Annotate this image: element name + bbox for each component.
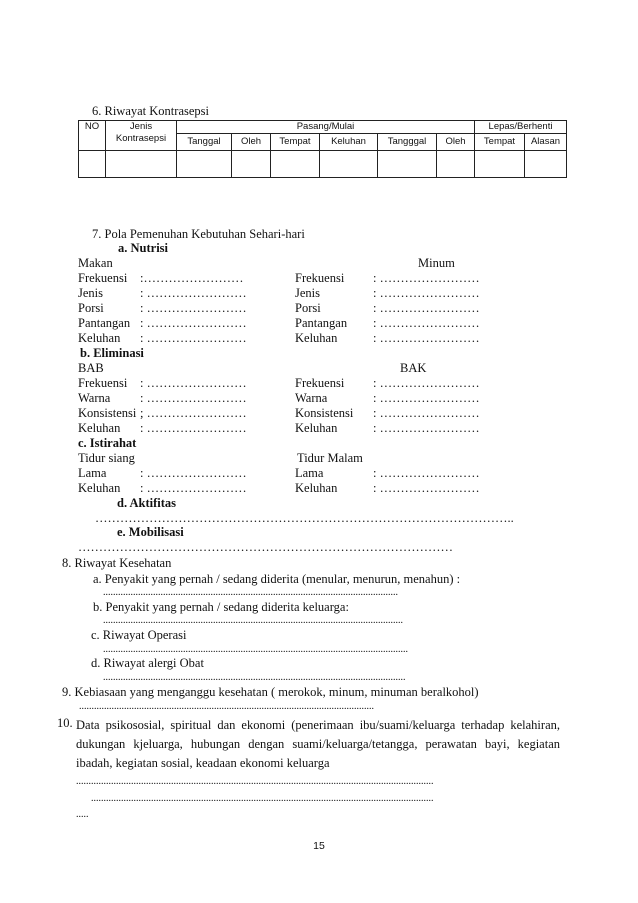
mobilisasi-heading: e. Mobilisasi	[117, 525, 184, 539]
siang-blank[interactable]: : ……………………	[140, 481, 247, 495]
minum-label: Keluhan	[295, 331, 338, 345]
minum-blank[interactable]: : ……………………	[373, 316, 480, 330]
nutrisi-label: Frekuensi	[78, 271, 128, 285]
header-lepas-berhenti: Lepas/Berhenti	[475, 121, 567, 134]
section-9-title: 9. Kebiasaan yang menganggu kesehatan ( merokok, minum, minuman beralkohol)	[62, 685, 479, 699]
riwayat-c-label: c. Riwayat Operasi	[91, 628, 187, 642]
malam-blank[interactable]: : ……………………	[373, 481, 480, 495]
bab-blank[interactable]: ; ……………………	[140, 406, 247, 420]
bak-title: BAK	[400, 361, 427, 375]
nutrisi-blank[interactable]: : ……………………	[140, 286, 247, 300]
table-cell[interactable]	[378, 151, 437, 178]
tidur-malam-title: Tidur Malam	[297, 451, 363, 465]
riwayat-b-label: b. Penyakit yang pernah / sedang diderita keluarga:	[93, 600, 349, 614]
mobilisasi-blank[interactable]: ………………………………………………………………………………	[78, 540, 453, 554]
bab-label: Konsistensi	[78, 406, 137, 420]
bak-blank[interactable]: : ……………………	[373, 406, 480, 420]
table-cell[interactable]	[437, 151, 475, 178]
siang-label: Lama	[78, 466, 107, 480]
bab-title: BAB	[78, 361, 104, 375]
malam-label: Keluhan	[295, 481, 338, 495]
nutrisi-label: Porsi	[78, 301, 104, 315]
subheader-oleh: Oleh	[232, 134, 271, 151]
tidur-siang-title: Tidur siang	[78, 451, 135, 465]
header-no: NO	[79, 121, 106, 151]
section-10-number: 10.	[57, 716, 73, 730]
table-cell[interactable]	[525, 151, 567, 178]
riwayat-d-blank[interactable]: .........................................................................................................................	[103, 672, 406, 683]
table-cell[interactable]	[79, 151, 106, 178]
header-jenis-line2: Kontrasepsi	[115, 133, 167, 144]
bak-blank[interactable]: : ……………………	[373, 391, 480, 405]
nutrisi-label: Keluhan	[78, 331, 121, 345]
section-8-title: 8. Riwayat Kesehatan	[62, 556, 172, 570]
nutrisi-label: Jenis	[78, 286, 103, 300]
subheader-tempat-2: Tempat	[475, 134, 525, 151]
bak-label: Frekuensi	[295, 376, 345, 390]
riwayat-a-label: a. Penyakit yang pernah / sedang diderita (menular, menurun, menahun) :	[93, 572, 461, 586]
minum-label: Frekuensi	[295, 271, 345, 285]
minum-label: Pantangan	[295, 316, 348, 330]
bab-blank[interactable]: : ……………………	[140, 421, 247, 435]
section-7-title: 7. Pola Pemenuhan Kebutuhan Sehari-hari	[92, 227, 305, 241]
riwayat-d-label: d. Riwayat alergi Obat	[91, 656, 204, 670]
siang-blank[interactable]: : ……………………	[140, 466, 247, 480]
nutrisi-blank[interactable]: : ……………………	[140, 331, 247, 345]
subheader-tangggal: Tangggal	[378, 134, 437, 151]
subheader-alasan: Alasan	[525, 134, 567, 151]
minum-label: Jenis	[295, 286, 320, 300]
riwayat-c-blank[interactable]: ..........................................................................................................................	[103, 644, 408, 655]
bab-blank[interactable]: : ……………………	[140, 391, 247, 405]
section-6-title: 6. Riwayat Kontrasepsi	[92, 104, 209, 118]
table-cell[interactable]	[232, 151, 271, 178]
nutrisi-blank[interactable]: :……………………	[140, 271, 244, 285]
nutrisi-heading: a. Nutrisi	[118, 241, 168, 255]
bak-blank[interactable]: : ……………………	[373, 376, 480, 390]
nutrisi-blank[interactable]: : ……………………	[140, 316, 247, 330]
header-jenis-kontrasepsi	[106, 121, 177, 151]
nutrisi-blank[interactable]: : ……………………	[140, 301, 247, 315]
eliminasi-heading: b. Eliminasi	[80, 346, 144, 360]
minum-blank[interactable]: : ……………………	[373, 286, 480, 300]
header-jenis-line1: Jenis	[129, 121, 153, 132]
subheader-tempat: Tempat	[271, 134, 320, 151]
table-cell[interactable]	[271, 151, 320, 178]
makan-title: Makan	[78, 256, 113, 270]
table-cell[interactable]	[106, 151, 177, 178]
bak-label: Warna	[295, 391, 328, 405]
malam-label: Lama	[295, 466, 324, 480]
nutrisi-label: Pantangan	[78, 316, 131, 330]
subheader-keluhan: Keluhan	[320, 134, 378, 151]
subheader-oleh-2: Oleh	[437, 134, 475, 151]
table-cell[interactable]	[177, 151, 232, 178]
riwayat-a-blank[interactable]: ......................................................................................................................	[103, 587, 398, 598]
contraception-history-table	[78, 120, 567, 178]
bab-blank[interactable]: : ……………………	[140, 376, 247, 390]
bak-label: Konsistensi	[295, 406, 354, 420]
minum-title: Minum	[418, 256, 455, 270]
kebiasaan-blank[interactable]: ......................................................................................................................	[79, 701, 374, 712]
table-cell[interactable]	[320, 151, 378, 178]
minum-blank[interactable]: : ……………………	[373, 271, 480, 285]
header-pasang-mulai: Pasang/Mulai	[177, 121, 475, 134]
bak-label: Keluhan	[295, 421, 338, 435]
section-10-text: Data psikososial, spiritual dan ekonomi (penerimaan ibu/suami/keluarga terhadap kelahiran, dukungan kjeluarga, hubungan dengan suami/keluarga/tetangga, perawatan bayi, kegiatan ibadah, kegiatan sosial, keadaan ekonomi keluarga	[76, 718, 560, 770]
minum-blank[interactable]: : ……………………	[373, 301, 480, 315]
aktifitas-heading: d. Aktifitas	[117, 496, 177, 510]
minum-label: Porsi	[295, 301, 321, 315]
istirahat-heading: c. Istirahat	[78, 436, 137, 450]
page-number: 15	[313, 840, 325, 852]
psikososial-blank-2[interactable]: .........................................................................................................................................	[91, 793, 434, 804]
table-cell[interactable]	[475, 151, 525, 178]
bab-label: Frekuensi	[78, 376, 128, 390]
riwayat-b-blank[interactable]: ........................................................................................................................	[103, 615, 403, 626]
siang-label: Keluhan	[78, 481, 121, 495]
bab-label: Keluhan	[78, 421, 121, 435]
minum-blank[interactable]: : ……………………	[373, 331, 480, 345]
bak-blank[interactable]: : ……………………	[373, 421, 480, 435]
psikososial-blank-3[interactable]: .....	[76, 809, 89, 820]
malam-blank[interactable]: : ……………………	[373, 466, 480, 480]
psikososial-blank-1[interactable]: ...............................................................................................................................................	[76, 776, 434, 787]
aktifitas-blank[interactable]: ………………………………………………………………………………………..	[95, 511, 514, 525]
subheader-tanggal: Tanggal	[177, 134, 232, 151]
bab-label: Warna	[78, 391, 111, 405]
